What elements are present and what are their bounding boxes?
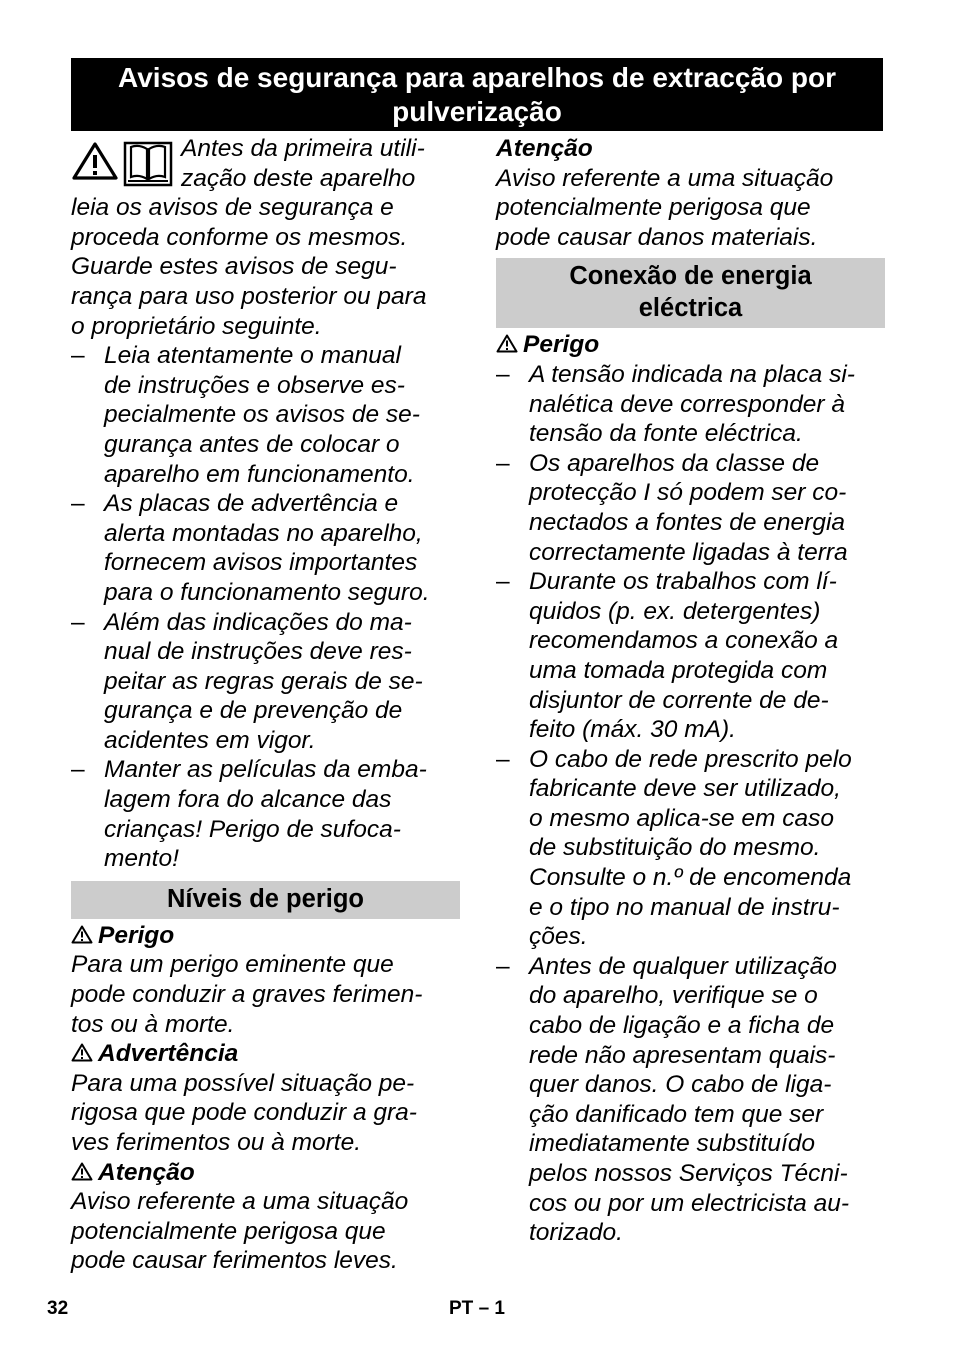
list-item-line: ções.	[529, 923, 588, 951]
list-item-line: Os aparelhos da classe de	[529, 449, 820, 477]
warning-triangle-icon	[71, 925, 93, 944]
intro-icons	[71, 141, 173, 187]
section-title	[71, 58, 883, 131]
section-title-line-1: Avisos de segurança para aparelhos de extracção por	[118, 62, 836, 93]
list-item-line: pecialmente os avisos de se-	[104, 401, 420, 429]
list-item-line: peitar as regras gerais de se-	[104, 667, 423, 695]
list-item-line: Além das indicações do ma-	[104, 608, 412, 636]
list-item-line: gurança e de prevenção de	[104, 697, 403, 725]
intro-first-lines	[181, 134, 425, 193]
list-item-line: Durante os trabalhos com lí-	[529, 568, 837, 596]
list-item-line: Manter as películas da emba-	[104, 756, 427, 784]
list-item	[71, 755, 460, 873]
advertencia-level	[71, 1039, 460, 1157]
intro-line: zação deste aparelho	[181, 164, 416, 192]
list-item	[71, 608, 460, 756]
list-item-line: acidentes em vigor.	[104, 726, 316, 754]
atencao-materials-line: pode causar danos materiais.	[496, 223, 818, 251]
advertencia-label: Advertência	[98, 1040, 239, 1068]
list-item	[496, 360, 885, 449]
perigo-line: pode conduzir a graves ferimen-	[71, 981, 423, 1009]
list-item-line: crianças! Perigo de sufoca-	[104, 815, 401, 843]
list-item-line: A tensão indicada na placa si-	[529, 360, 855, 388]
list-item-line: nectados a fontes de energia	[529, 508, 846, 536]
dash-bullet: –	[71, 756, 85, 784]
dash-bullet: –	[71, 342, 85, 370]
atencao-line: potencialmente perigosa que	[71, 1217, 386, 1245]
list-item-line: protecção I só podem ser co-	[529, 479, 847, 507]
list-item-line: para o funcionamento seguro.	[104, 578, 430, 606]
list-item	[496, 449, 885, 567]
list-item-line: recomendamos a conexão a	[529, 627, 839, 655]
advertencia-line: ves ferimentos ou à morte.	[71, 1129, 362, 1156]
dash-bullet: –	[496, 568, 510, 596]
dash-bullet: –	[71, 608, 85, 636]
left-column	[71, 134, 460, 1276]
list-item-line: nual de instruções deve res-	[104, 638, 412, 666]
advertencia-line: rigosa que pode conduzir a gra-	[71, 1099, 417, 1127]
power-connection-heading	[496, 258, 885, 328]
list-item-line: fornecem avisos importantes	[104, 549, 418, 577]
atencao-label-row	[71, 1158, 460, 1188]
perigo-line: Para um perigo eminente que	[71, 951, 394, 979]
perigo-level	[71, 921, 460, 1039]
dash-bullet: –	[496, 745, 510, 773]
list-item-line: nalética deve corresponder à	[529, 390, 845, 418]
atencao-line: Aviso referente a uma situação	[71, 1188, 409, 1216]
intro-line: leia os avisos de segurança e	[71, 194, 394, 222]
atencao-line: pode causar ferimentos leves.	[71, 1247, 398, 1275]
dash-bullet: –	[71, 490, 85, 518]
advertencia-label-row	[71, 1039, 460, 1069]
intro-line: rança para uso posterior ou para	[71, 282, 427, 310]
atencao-label: Atenção	[98, 1158, 195, 1186]
list-item-line: Antes de qualquer utilização	[529, 952, 837, 980]
section-title-line-2: pulverização	[392, 96, 562, 127]
list-item-line: alerta montadas no aparelho,	[104, 519, 423, 547]
intro-text	[71, 193, 460, 341]
list-item-line: ção danificado tem que ser	[529, 1100, 824, 1128]
list-item-line: rede não apresentam quais-	[529, 1041, 836, 1069]
list-item-line: aparelho em funcionamento.	[104, 460, 415, 488]
list-item-line: gurança antes de colocar o	[104, 430, 400, 458]
perigo-label: Perigo	[98, 921, 175, 949]
list-item-line: tensão da fonte eléctrica.	[529, 420, 803, 448]
list-item-line: pelos nossos Serviços Técni-	[529, 1160, 848, 1187]
perigo-line: tos ou à morte.	[71, 1010, 235, 1038]
list-item-line: torizado.	[529, 1219, 623, 1247]
atencao-level	[71, 1158, 460, 1276]
intro-line: Antes da primeira utili-	[181, 135, 425, 162]
list-item-line: do aparelho, verifique se o	[529, 982, 818, 1010]
list-item-line: de substituição do mesmo.	[529, 834, 821, 862]
list-item-line: O cabo de rede prescrito pelo	[529, 745, 852, 773]
dash-bullet: –	[496, 360, 510, 388]
atencao-materials	[496, 134, 885, 252]
perigo-label-row	[71, 921, 460, 951]
dash-bullet: –	[496, 449, 510, 477]
section-page: – 1	[478, 1298, 505, 1319]
list-item-line: disjuntor de corrente de de-	[529, 686, 829, 714]
list-item-line: As placas de advertência e	[104, 490, 399, 518]
intro-line: o proprietário seguinte.	[71, 312, 322, 340]
list-item-line: o mesmo aplica-se em caso	[529, 804, 835, 832]
warning-triangle-icon	[496, 334, 518, 353]
advertencia-line: Para uma possível situação pe-	[71, 1069, 415, 1097]
list-item	[496, 952, 885, 1248]
list-item	[496, 745, 885, 952]
atencao-materials-line: potencialmente perigosa que	[496, 194, 811, 222]
list-item-line: fabricante deve ser utilizado,	[529, 775, 841, 803]
page-footer-section	[449, 1298, 505, 1320]
intro-row	[71, 134, 460, 193]
list-item-line: de instruções e observe es-	[104, 371, 405, 399]
danger-levels-heading: Níveis de perigo	[71, 881, 460, 919]
atencao-materials-line: Aviso referente a uma situação	[496, 164, 834, 192]
dash-bullet: –	[496, 952, 510, 980]
section-code: PT	[449, 1298, 474, 1319]
list-item	[71, 489, 460, 607]
list-item	[496, 567, 885, 745]
list-item-line: mento!	[104, 845, 179, 873]
perigo-label: Perigo	[523, 331, 600, 359]
manual-book-icon	[123, 141, 173, 187]
list-item-line: quidos (p. ex. detergentes)	[529, 597, 821, 625]
list-item-line: e o tipo no manual de instru-	[529, 893, 840, 921]
list-item-line: Leia atentamente o manual	[104, 342, 401, 370]
list-item-line: imediatamente substituído	[529, 1130, 815, 1158]
page-number: 32	[47, 1298, 69, 1319]
atencao-label: Atenção	[496, 135, 593, 162]
perigo-label-row	[496, 330, 885, 360]
right-column	[496, 134, 885, 1248]
list-item-line: feito (máx. 30 mA).	[529, 716, 736, 744]
power-heading-line-2: eléctrica	[638, 294, 743, 323]
list-item-line: lagem fora do alcance das	[104, 786, 392, 814]
warning-triangle-icon	[71, 1162, 93, 1181]
list-item-line: cos ou por um electricista au-	[529, 1189, 849, 1217]
warning-triangle-icon	[71, 141, 119, 181]
intro-line: Guarde estes avisos de segu-	[71, 253, 397, 281]
warning-triangle-icon	[71, 1043, 93, 1062]
list-item-line: correctamente ligadas à terra	[529, 538, 848, 566]
list-item	[71, 341, 460, 489]
list-item-line: cabo de ligação e a ficha de	[529, 1012, 835, 1040]
list-item-line: quer danos. O cabo de liga-	[529, 1071, 832, 1099]
list-item-line: Consulte o n.º de encomenda	[529, 864, 852, 892]
list-item-line: uma tomada protegida com	[529, 656, 828, 684]
power-heading-line-1: Conexão de energia	[569, 262, 812, 291]
intro-line: proceda conforme os mesmos.	[71, 223, 408, 251]
